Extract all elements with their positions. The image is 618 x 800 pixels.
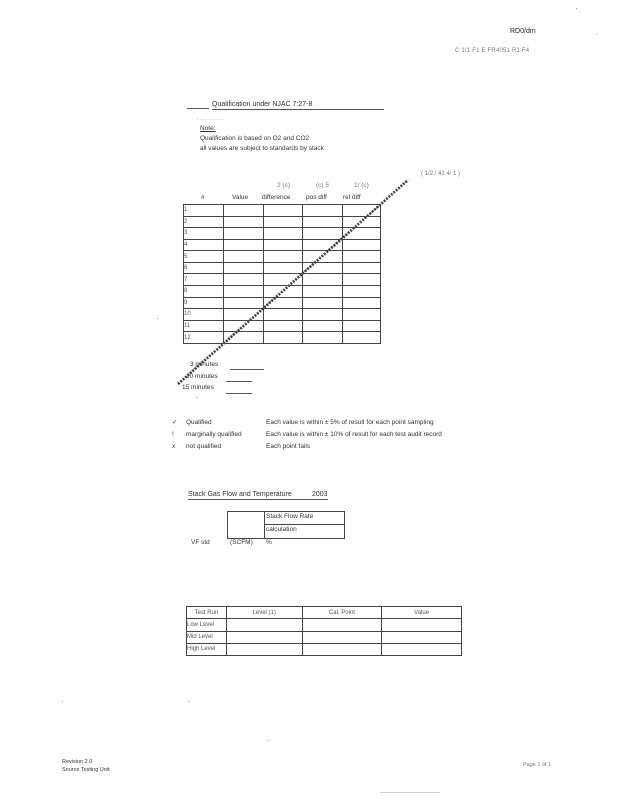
col-header: # [201, 194, 205, 201]
legend-term: Qualified [186, 419, 212, 426]
row-number: 12 [184, 332, 224, 344]
faint-marks: . . . . . . . . . . [197, 116, 224, 122]
footer-label: 3 minutes [190, 361, 219, 368]
section2-year: 2003 [312, 491, 328, 498]
row-label: Mid Level [187, 631, 227, 643]
footer-unit: Source Testing Unit [62, 767, 110, 773]
legend-desc: Each point fails [266, 443, 311, 450]
row-number: 2 [184, 216, 224, 228]
scan-speck [196, 397, 197, 398]
box-header: Stack Flow Rate [266, 513, 314, 520]
row-number: 8 [184, 286, 224, 298]
section1-title: Qualification under NJAC 7:27-8 [212, 101, 313, 108]
section2-title: Stack Gas Flow and Temperature [188, 491, 292, 498]
header-subline: C 1/1 F1 E FR4051 R1 F4 [455, 48, 530, 54]
row-number: 4 [184, 239, 224, 251]
column-header: Cal. Point [302, 607, 382, 619]
note-line-2: all values are subject to standards by stack [200, 145, 324, 152]
table-row [187, 619, 462, 631]
col-header: pos diff [306, 194, 327, 201]
row-number: 7 [184, 274, 224, 286]
table-row [187, 631, 462, 643]
legend-desc: Each value is within ± 5% of result for each point sampling [266, 419, 434, 426]
column-header: Level (1) [226, 607, 302, 619]
row-number: 6 [184, 262, 224, 274]
col-header: Value [232, 194, 249, 201]
row-number: 3 [184, 228, 224, 240]
footer-page: Page 1 of 1 [523, 762, 552, 768]
col-header: rel diff [343, 194, 361, 201]
row-label: High Level [187, 643, 227, 655]
row-label: Low Level [187, 619, 227, 631]
legend-term: not qualified [186, 443, 222, 450]
row-value: (SCFM) [230, 539, 253, 546]
row-number: 9 [184, 297, 224, 309]
footer-revision: Revision 2.0 [62, 759, 93, 765]
diagonal-label: ( 1/2 / 41 4/ 1 ) [421, 171, 461, 177]
scan-speck [157, 318, 158, 319]
legend-mark: ✓ [172, 419, 178, 426]
legend-mark: x [172, 443, 176, 450]
col-small-label: (c) 5 [316, 182, 329, 189]
legend-desc: Each value is within ± 10% of result for each test audit record [266, 431, 442, 438]
scan-speck [268, 740, 269, 741]
row-unit: % [266, 539, 272, 546]
corner-mark: , [596, 30, 598, 36]
legend-term: marginally qualified [186, 431, 242, 438]
footer-label: 15 minutes [182, 384, 214, 391]
scan-speck [576, 8, 577, 9]
footer-label: 10 minutes [186, 373, 218, 380]
row-label: VF std [191, 539, 210, 546]
box-subheader: calculation [266, 526, 297, 533]
table-row [187, 643, 462, 655]
table-header-row [187, 607, 462, 619]
row-number: 10 [184, 309, 224, 321]
col-small-label: 2 (c) [277, 182, 290, 189]
column-header: Test Run [187, 607, 227, 619]
row-number: 11 [184, 320, 224, 332]
legend-mark: ! [172, 431, 174, 438]
column-header: Value [382, 607, 462, 619]
scan-speck [380, 792, 440, 793]
header-tag: RD0/dm [510, 28, 536, 35]
scan-speck [62, 701, 63, 702]
scan-speck [188, 701, 189, 702]
col-header: difference [262, 194, 291, 201]
note-line-1: Qualification is based on O2 and CO2 [200, 135, 310, 142]
row-number: 1 [184, 205, 224, 217]
row-number: 5 [184, 251, 224, 263]
col-small-label: 1/ (c) [354, 182, 369, 189]
test-run-table [186, 606, 462, 656]
note-label: Note: [200, 125, 216, 132]
section2-underline [188, 499, 328, 500]
